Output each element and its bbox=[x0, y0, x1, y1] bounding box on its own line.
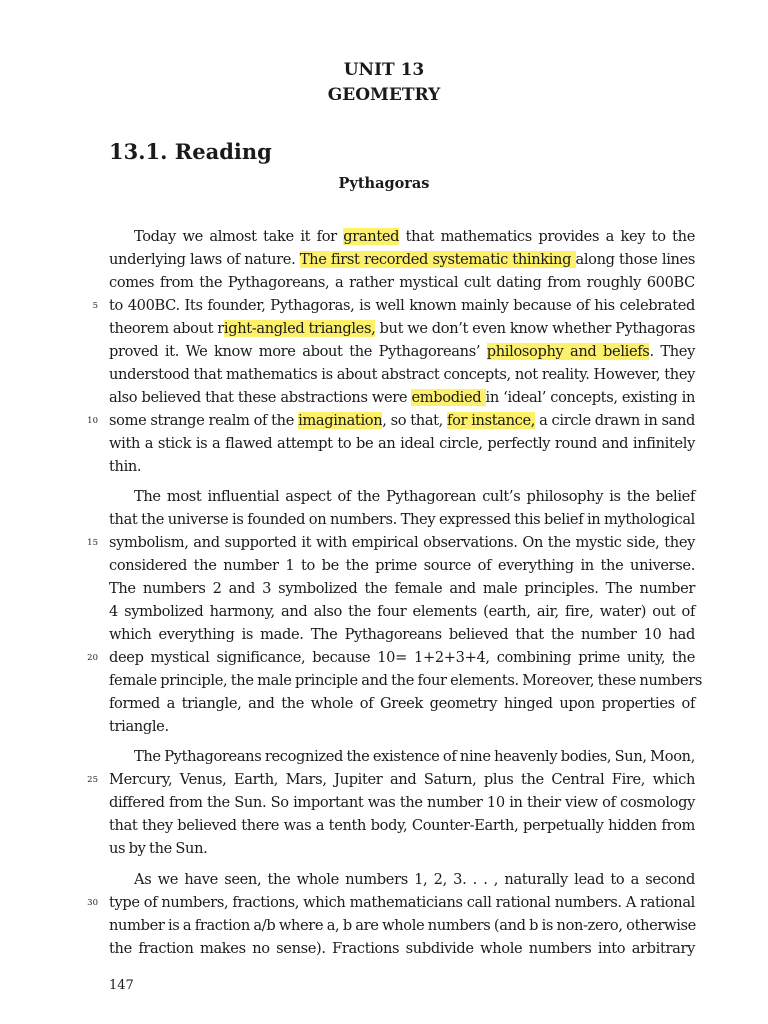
highlighted-phrase: The first recorded systematic thinking bbox=[299, 251, 576, 268]
text-line bbox=[109, 600, 695, 623]
text-line bbox=[109, 531, 695, 554]
text-line bbox=[109, 937, 695, 960]
text-line bbox=[109, 363, 695, 386]
text-run: The most influential aspect of the Pythagorean cult’s philosophy is the belief bbox=[134, 488, 695, 505]
text-run: the fraction makes no sense). Fractions subdivide whole numbers into arbitrary bbox=[109, 940, 695, 957]
highlighted-phrase: embodied bbox=[411, 389, 486, 406]
text-run: triangle. bbox=[109, 718, 169, 735]
line-number: 30 bbox=[87, 898, 98, 908]
unit-label: UNIT 13 bbox=[343, 60, 425, 80]
text-run: differed from the Sun. So important was the number 10 in their view of cosmology bbox=[109, 794, 695, 811]
line-number: 20 bbox=[87, 653, 98, 663]
line-number: 15 bbox=[87, 538, 98, 548]
text-run: understood that mathematics is about abstract concepts, not reality. However, they bbox=[109, 366, 695, 383]
text-run: to 400BC. Its founder, Pythagoras, is well known mainly because of his celebrated bbox=[109, 297, 695, 314]
text-line bbox=[109, 271, 695, 294]
text-run: some strange realm of the bbox=[109, 412, 299, 429]
text-run: 4 symbolized harmony, and also the four elements (earth, air, fire, water) out of bbox=[109, 603, 695, 620]
text-line bbox=[109, 577, 695, 600]
text-line bbox=[134, 868, 695, 891]
text-line bbox=[109, 340, 695, 363]
text-line bbox=[109, 646, 695, 669]
text-line bbox=[109, 294, 695, 317]
text-run: with a stick is a flawed attempt to be an ideal circle, perfectly round and infinitely bbox=[109, 435, 695, 452]
text-line bbox=[109, 432, 695, 455]
text-run: type of numbers, fractions, which mathematicians call rational numbers. A rational bbox=[109, 894, 695, 911]
text-run: Mercury, Venus, Earth, Mars, Jupiter and Saturn, plus the Central Fire, which bbox=[109, 771, 695, 788]
text-line bbox=[109, 317, 695, 340]
text-line bbox=[109, 715, 695, 738]
text-line bbox=[109, 669, 703, 692]
text-run: The numbers 2 and 3 symbolized the female and male principles. The number bbox=[109, 580, 695, 597]
text-run: that mathematics provides a key to the bbox=[399, 228, 695, 245]
text-line bbox=[109, 248, 695, 271]
text-line bbox=[109, 768, 695, 791]
text-line bbox=[134, 485, 695, 508]
text-run: along those lines bbox=[575, 251, 695, 268]
text-line bbox=[109, 554, 695, 577]
text-line bbox=[109, 891, 695, 914]
text-line bbox=[134, 745, 695, 768]
text-run: us by the Sun. bbox=[109, 840, 208, 857]
section-heading: 13.1. Reading bbox=[109, 139, 272, 164]
highlighted-phrase: imagination bbox=[298, 412, 383, 429]
article-title: Pythagoras bbox=[338, 175, 430, 192]
text-run: which everything is made. The Pythagoreans believed that the number 10 had bbox=[109, 626, 695, 643]
text-line bbox=[134, 225, 695, 248]
text-run: comes from the Pythagoreans, a rather mystical cult dating from roughly 600BC bbox=[109, 274, 695, 291]
text-run: underlying laws of nature. bbox=[109, 251, 300, 268]
line-number: 5 bbox=[92, 301, 98, 311]
text-line bbox=[109, 814, 695, 837]
unit-title: GEOMETRY bbox=[327, 85, 441, 105]
page-number: 147 bbox=[109, 978, 134, 993]
text-run: As we have seen, the whole numbers 1, 2, 3. . . , naturally lead to a second bbox=[134, 871, 695, 888]
text-run: formed a triangle, and the whole of Greek geometry hinged upon properties of bbox=[109, 695, 695, 712]
text-run: that the universe is founded on numbers. They expressed this belief in mythological bbox=[109, 511, 695, 528]
text-run: number is a fraction a/b where a, b are whole numbers (and b is non-zero, otherwise bbox=[109, 917, 696, 934]
highlighted-phrase: philosophy and beliefs bbox=[486, 343, 650, 360]
text-line bbox=[109, 692, 695, 715]
text-run: The Pythagoreans recognized the existence of nine heavenly bodies, Sun, Moon, bbox=[134, 748, 695, 765]
text-line bbox=[109, 837, 695, 860]
text-line bbox=[109, 508, 695, 531]
text-run: , so that, bbox=[382, 412, 448, 429]
text-line bbox=[109, 386, 695, 409]
text-line bbox=[109, 623, 695, 646]
highlighted-phrase: granted bbox=[343, 228, 400, 245]
text-run: Today we almost take it for bbox=[134, 228, 344, 245]
text-run: a circle drawn in sand bbox=[535, 412, 696, 429]
text-run: that they believed there was a tenth body, Counter-Earth, perpetually hidden from bbox=[109, 817, 695, 834]
line-number: 25 bbox=[87, 775, 98, 785]
text-run: thin. bbox=[109, 458, 142, 475]
text-line bbox=[109, 914, 695, 937]
text-run: but we don’t even know whether Pythagoras bbox=[375, 320, 695, 337]
text-run: in ‘ideal’ concepts, existing in bbox=[485, 389, 696, 406]
text-run: symbolism, and supported it with empirical observations. On the mystic side, they bbox=[109, 534, 695, 551]
line-number: 10 bbox=[87, 416, 98, 426]
highlighted-phrase: ight-angled triangles, bbox=[223, 320, 376, 337]
text-line bbox=[109, 455, 695, 478]
text-run: considered the number 1 to be the prime source of everything in the universe. bbox=[109, 557, 695, 574]
text-run: also believed that these abstractions were bbox=[109, 389, 412, 406]
text-line bbox=[109, 791, 695, 814]
text-run: female principle, the male principle and the four elements. Moreover, these numbers bbox=[109, 672, 703, 689]
text-run: theorem about r bbox=[109, 320, 224, 337]
text-line bbox=[109, 409, 695, 432]
highlighted-phrase: for instance, bbox=[447, 412, 536, 429]
text-run: deep mystical significance, because 10= 1+2+3+4, combining prime unity, the bbox=[109, 649, 695, 666]
text-run: . They bbox=[649, 343, 695, 360]
text-run: proved it. We know more about the Pythagoreans’ bbox=[109, 343, 487, 360]
